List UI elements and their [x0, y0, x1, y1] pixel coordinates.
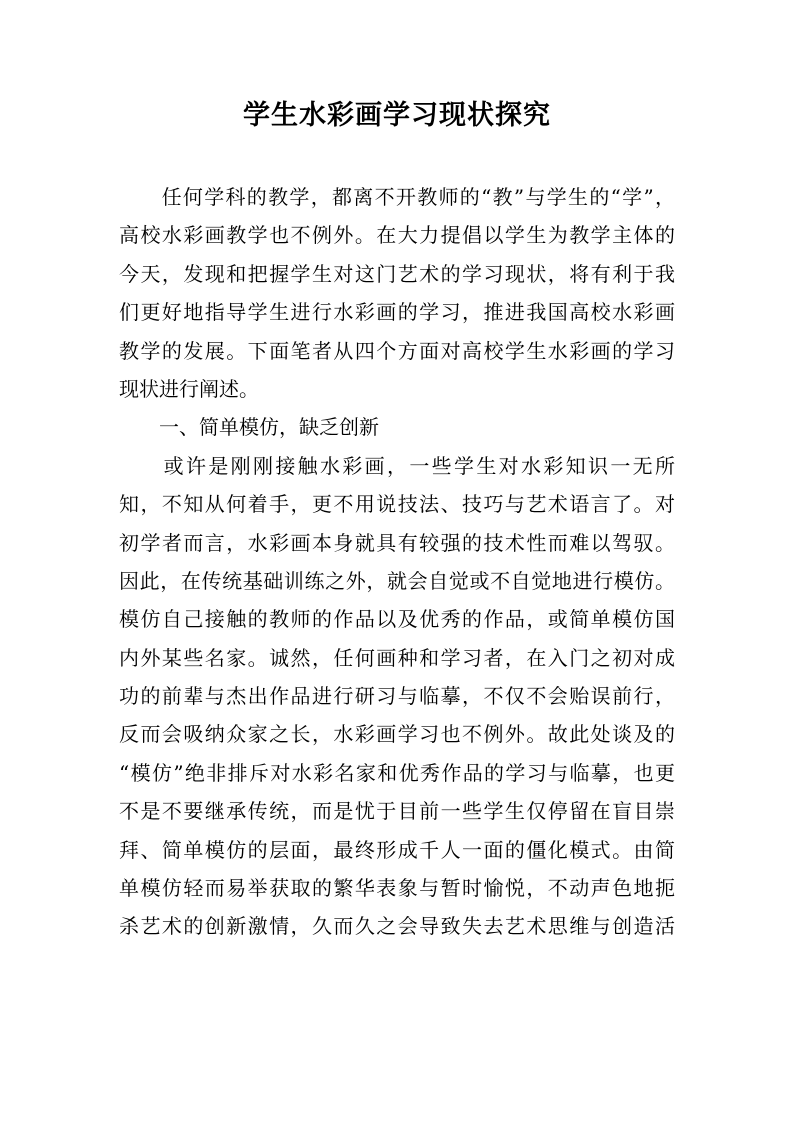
body-line: 今天，发现和把握学生对这门艺术的学习现状，将有利于我: [119, 261, 675, 286]
body-line: 或许是刚刚接触水彩画，一些学生对水彩知识一无所: [119, 453, 675, 478]
body-line: 初学者而言，水彩画本身就具有较强的技术性而难以驾驭。: [119, 530, 675, 555]
document-title: 学生水彩画学习现状探究: [243, 100, 551, 131]
body-line: 因此，在传统基础训练之外，就会自觉或不自觉地进行模仿。: [119, 568, 675, 593]
body-line: 教学的发展。下面笔者从四个方面对高校学生水彩画的学习: [119, 338, 675, 363]
body-line: 知，不知从何着手，更不用说技法、技巧与艺术语言了。对: [119, 492, 675, 517]
body-line: 反而会吸纳众家之长，水彩画学习也不例外。故此处谈及的: [119, 722, 675, 747]
body-line: 模仿自己接触的教师的作品以及优秀的作品，或简单模仿国: [119, 607, 675, 632]
body-line: 现状进行阐述。: [119, 376, 259, 401]
body-line: 功的前辈与杰出作品进行研习与临摹，不仅不会贻误前行，: [119, 684, 675, 709]
body-line: 任何学科的教学，都离不开教师的“教”与学生的“学”，: [119, 185, 675, 209]
document-body: [119, 178, 675, 946]
section-heading: 一、简单模仿，缺乏创新: [119, 415, 379, 440]
body-line: 们更好地指导学生进行水彩画的学习，推进我国高校水彩画: [119, 300, 675, 325]
body-line: 内外某些名家。诚然，任何画种和学习者，在入门之初对成: [119, 645, 675, 670]
body-line: 单模仿轻而易举获取的繁华表象与暂时愉悦，不动声色地扼: [119, 876, 675, 901]
body-line: 高校水彩画教学也不例外。在大力提倡以学生为教学主体的: [119, 223, 675, 248]
body-line: 杀艺术的创新激情，久而久之会导致失去艺术思维与创造活: [119, 914, 675, 939]
body-line: “模仿”绝非排斥对水彩名家和优秀作品的学习与临摹，也更: [119, 760, 675, 785]
body-line: 不是不要继承传统，而是忧于目前一些学生仅停留在盲目崇: [119, 799, 675, 824]
body-line: 拜、简单模仿的层面，最终形成千人一面的僵化模式。由简: [119, 837, 675, 862]
